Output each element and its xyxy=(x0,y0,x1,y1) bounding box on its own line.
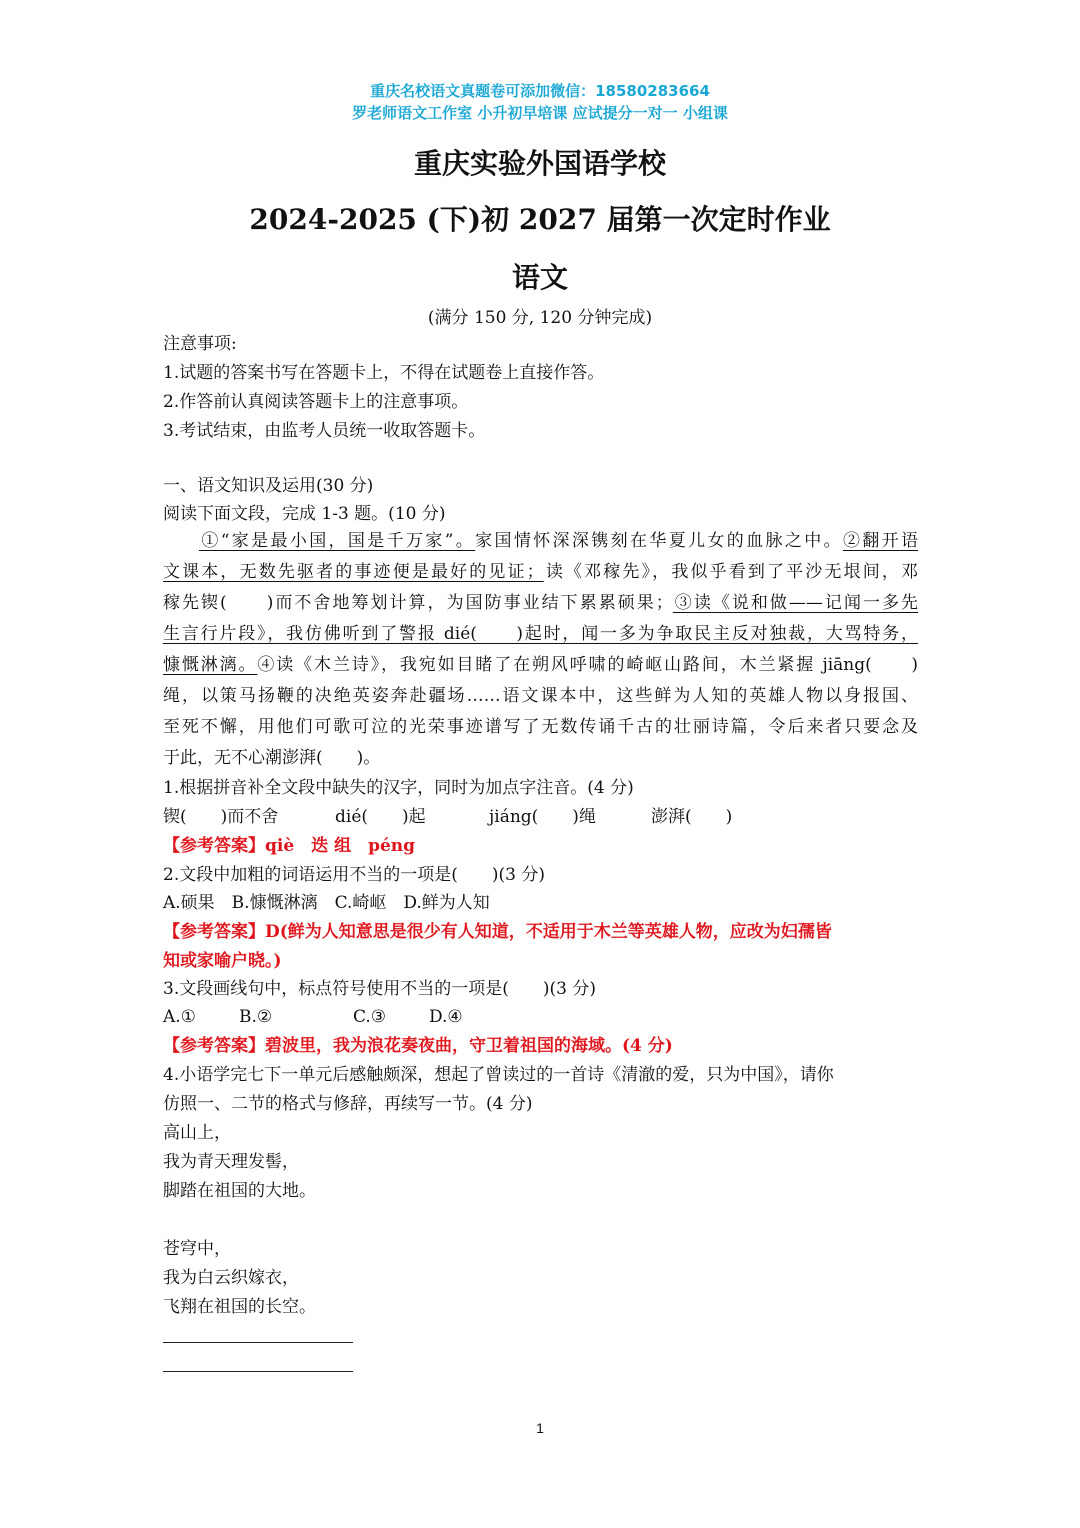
poem-line: 飞翔在祖国的长空。 xyxy=(163,1297,316,1317)
poem-line: 我为白云织嫁衣， xyxy=(163,1268,299,1288)
poem-line: 我为青天理发髻， xyxy=(163,1152,299,1172)
note-item: 1.试题的答案书写在答题卡上，不得在试题卷上直接作答。 xyxy=(163,363,605,383)
q3-option: C.③ xyxy=(353,1007,387,1027)
q1-blank: jiáng( )绳 xyxy=(489,807,596,827)
section-heading: 一、语文知识及运用(30 分) xyxy=(163,476,374,496)
note-item: 3.考试结束，由监考人员统一收取答题卡。 xyxy=(163,421,486,441)
notes-heading: 注意事项: xyxy=(163,334,237,354)
q3-option: D.④ xyxy=(429,1007,463,1027)
answer-blank-line xyxy=(163,1342,353,1343)
note-item: 2.作答前认真阅读答题卡上的注意事项。 xyxy=(163,392,469,412)
q1-answer: 【参考答案】qiè 迭 组 péng xyxy=(163,836,416,856)
q2-answer-cont: 知或家喻户晓。) xyxy=(163,951,282,971)
question-2-stem: 2.文段中加粗的词语运用不当的一项是( )(3 分) xyxy=(163,865,545,885)
exam-page: 重庆名校语文真题卷可添加微信：18580283664 罗老师语文工作室 小升初早培课 应试提分一对一 小组课 重庆实验外国语学校 2024-2025 (下)初 2027 届第一次定时作业 语文 (满分 150 分, 120 分钟完成) 注意事项: 1.试题的答案书写在答题卡上，不得在试题卷上直接作答。 2.作答前认真阅读答题卡上的注意事项。 3.考试结束，由监考人员统一收取答题卡。 一、语文知识及运用(30 分) 阅读下面文段，完成 1-3 题。(10 分) ①“家是最小国，国是千万家”。家国情怀深深镌刻在华夏儿女的血脉之中。②翻开语 文课本，无数先驱者的事迹便是最好的见证；读《邓稼先》，我似乎看到了平沙无垠间，邓 稼先锲( )而不舍地筹划计算，为国防事业结下累累硕果；③读《说和做——记闻一多先 生言行片段》，我仿佛听到了警报 dié( )起时，闻一多为争取民主反对独裁，大骂特务， 慷慨淋漓。④读《木兰诗》，我宛如目睹了在朔风呼啸的崎岖山路间，木兰紧握 jiāng( ) 绳，以策马扬鞭的决绝英姿奔赴疆场……语文课本中，这些鲜为人知的英雄人物以身报国、 至死不懈，用他们可歌可泣的光荣事迹谱写了无数传诵千古的壮丽诗篇，令后来者只要念及 于此，无不心潮澎湃( )。 1.根据拼音补全文段中缺失的汉字，同时为加点字注音。(4 分) 锲( )而不舍 dié( )起 jiáng( )绳 澎湃( ) 【参考答案】qiè 迭 组 péng 2.文段中加粗的词语运用不当的一项是( )(3 分) A.硕果 B.慷慨淋漓 C.崎岖 D.鲜为人知 【参考答案】D(鲜为人知意思是很少有人知道，不适用于木兰等英雄人物，应改为妇孺皆 知或家喻户晓。) 3.文段画线句中，标点符号使用不当的一项是( )(3 分) A.① B.② C.③ D.④ 【参考答案】碧波里，我为浪花奏夜曲，守卫着祖国的海域。(4 分) 4.小语学完七下一单元后感触颇深，想起了曾读过的一首诗《清澈的爱，只为中国》，请你 仿照一、二节的格式与修辞，再续写一节。(4 分) 高山上， 我为青天理发髻， 脚踏在祖国的大地。 苍穹中， 我为白云织嫁衣， 飞翔在祖国的长空。 1 xyxy=(0,0,1080,1528)
sentence-1: ①“家是最小国，国是千万家”。 xyxy=(199,531,476,551)
q2-answer: 【参考答案】D(鲜为人知意思是很少有人知道，不适用于木兰等英雄人物，应改为妇孺皆 xyxy=(163,922,832,942)
q1-blank: 澎湃( ) xyxy=(651,807,733,827)
poem-line: 脚踏在祖国的大地。 xyxy=(163,1181,316,1201)
question-4-stem-cont: 仿照一、二节的格式与修辞，再续写一节。(4 分) xyxy=(163,1094,533,1114)
q1-blank: 锲( )而不舍 xyxy=(163,807,279,827)
header-studio: 罗老师语文工作室 小升初早培课 应试提分一对一 小组课 xyxy=(352,104,728,122)
header-contact: 重庆名校语文真题卷可添加微信：18580283664 xyxy=(370,82,710,100)
page-number: 1 xyxy=(536,1420,544,1436)
question-4-stem: 4.小语学完七下一单元后感触颇深，想起了曾读过的一首诗《清澈的爱，只为中国》，请你 xyxy=(163,1065,834,1085)
question-3-stem: 3.文段画线句中，标点符号使用不当的一项是( )(3 分) xyxy=(163,979,596,999)
answer-blank-line xyxy=(163,1371,353,1372)
subject-title: 语文 xyxy=(511,261,568,294)
q2-options: A.硕果 B.慷慨淋漓 C.崎岖 D.鲜为人知 xyxy=(163,893,490,913)
q3-option: B.② xyxy=(239,1007,273,1027)
q3-option: A.① xyxy=(163,1007,196,1027)
q1-blank: dié( )起 xyxy=(335,807,426,827)
q3-answer: 【参考答案】碧波里，我为浪花奏夜曲，守卫着祖国的海域。(4 分) xyxy=(163,1036,673,1056)
exam-title: 2024-2025 (下)初 2027 届第一次定时作业 xyxy=(249,203,831,236)
section-instruction: 阅读下面文段，完成 1-3 题。(10 分) xyxy=(163,504,446,524)
poem-line: 高山上， xyxy=(163,1123,231,1143)
question-1-stem: 1.根据拼音补全文段中缺失的汉字，同时为加点字注音。(4 分) xyxy=(163,778,634,798)
score-note: (满分 150 分, 120 分钟完成) xyxy=(427,308,653,328)
school-title: 重庆实验外国语学校 xyxy=(413,147,666,180)
poem-line: 苍穹中， xyxy=(163,1239,231,1259)
